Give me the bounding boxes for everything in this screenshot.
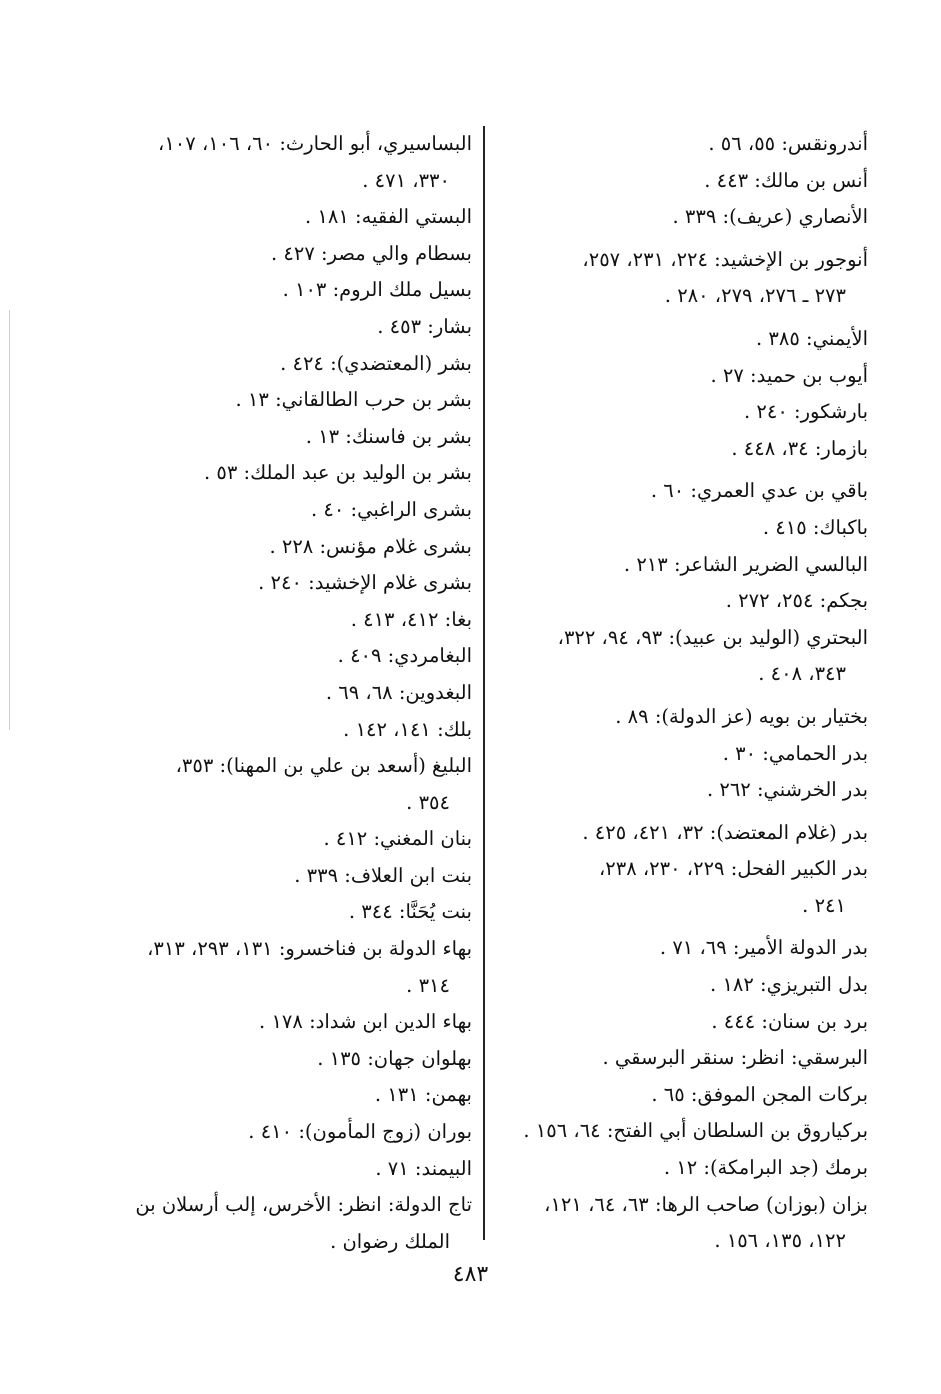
index-entry: بهاء الدولة بن فناخسرو: ١٣١، ٢٩٣، ٣١٣، — [147, 937, 472, 961]
index-entry: بشر بن الوليد بن عبد الملك: ٥٣ . — [203, 461, 472, 485]
index-entry: بركياروق بن السلطان أبي الفتح: ٦٤، ١٥٦ . — [523, 1119, 868, 1143]
index-entry: بجكم: ٢٥٤، ٢٧٢ . — [725, 589, 868, 613]
index-entry: البرسقي: انظر: سنقر البرسقي . — [602, 1046, 868, 1070]
index-entry: بارشكور: ٢٤٠ . — [744, 400, 868, 424]
index-entry: البساسيري، أبو الحارث: ٦٠، ١٠٦، ١٠٧، — [158, 132, 472, 155]
index-entry: أنس بن مالك: ٤٤٣ . — [704, 168, 868, 192]
index-entry-continuation: ٣٣٠، ٤٧١ . — [362, 168, 450, 192]
index-entry-continuation: ٢٤١ . — [802, 893, 846, 917]
index-entry: الأيمني: ٣٨٥ . — [756, 326, 868, 350]
index-entry: بهمن: ١٣١ . — [374, 1083, 472, 1107]
index-entry-continuation: ٣٥٤ . — [406, 790, 450, 814]
index-column-left — [112, 126, 472, 1260]
index-entry: برد بن سنان: ٤٤٤ . — [711, 1009, 868, 1033]
index-entry: بشرى الراغبي: ٤٠ . — [310, 497, 472, 521]
index-entry: بشرى غلام مؤنس: ٢٢٨ . — [269, 534, 472, 558]
index-entry: بدر الخرشني: ٢٦٢ . — [706, 778, 868, 802]
index-entry: البغامردي: ٤٠٩ . — [337, 644, 472, 668]
index-entry: بدر الدولة الأمير: ٦٩، ٧١ . — [659, 936, 868, 960]
index-entry: بزان (بوزان) صاحب الرها: ٦٣، ٦٤، ١٢١، — [544, 1192, 868, 1216]
index-entry: الأنصاري (عريف): ٣٣٩ . — [672, 205, 868, 229]
index-entry: بغا: ٤١٢، ٤١٣ . — [350, 607, 472, 631]
index-entry: بنت ابن العلاف: ٣٣٩ . — [294, 863, 472, 887]
index-entry-continuation: ٣٤٣، ٤٠٨ . — [758, 662, 846, 686]
index-entry: بوران (زوج المأمون): ٤١٠ . — [248, 1120, 472, 1144]
index-entry: بركات المجن الموفق: ٦٥ . — [651, 1082, 868, 1106]
page-number: ٤٨٣ — [452, 1262, 489, 1287]
index-entry-continuation: ٣١٤ . — [406, 973, 450, 997]
index-entry: بشر بن حرب الطالقاني: ١٣ . — [235, 388, 472, 412]
index-entry: بدل التبريزي: ١٨٢ . — [710, 973, 868, 997]
index-entry: بشر (المعتضدي): ٤٢٤ . — [280, 351, 472, 375]
index-entry: البليغ (أسعد بن علي بن المهنا): ٣٥٣، — [175, 754, 472, 778]
index-entry: بهلوان جهان: ١٣٥ . — [317, 1046, 472, 1070]
index-entry: بسطام والي مصر: ٤٢٧ . — [271, 241, 472, 265]
index-entry: بدر الحمامي: ٣٠ . — [722, 741, 868, 765]
index-entry: أنوجور بن الإخشيد: ٢٢٤، ٢٣١، ٢٥٧، — [582, 247, 868, 271]
index-entry: بدر (غلام المعتضد): ٣٢، ٤٢١، ٤٢٥ . — [582, 820, 868, 844]
index-entry: تاج الدولة: انظر: الأخرس، إلب أرسلان بن — [135, 1193, 472, 1217]
scan-margin-line — [9, 310, 10, 730]
index-entry: برمك (جد البرامكة): ١٢ . — [663, 1156, 868, 1180]
index-entry: بنان المغني: ٤١٢ . — [323, 827, 472, 851]
index-entry-continuation: ١٢٢، ١٣٥، ١٥٦ . — [714, 1229, 846, 1253]
index-entry: أيوب بن حميد: ٢٧ . — [710, 363, 868, 387]
index-entry: بلك: ١٤١، ١٤٢ . — [343, 717, 472, 741]
index-entry: البحتري (الوليد بن عبيد): ٩٣، ٩٤، ٣٢٢، — [557, 625, 868, 649]
column-divider — [483, 126, 485, 1240]
index-entry: بدر الكبير الفحل: ٢٢٩، ٢٣٠، ٢٣٨، — [598, 857, 868, 881]
index-entry: بشر بن فاسنك: ١٣ . — [305, 424, 472, 448]
index-entry-continuation: ٢٧٣ ـ ٢٧٦، ٢٧٩، ٢٨٠ . — [664, 284, 846, 308]
index-entry: البيمند: ٧١ . — [375, 1156, 472, 1180]
index-entry: باقي بن عدي العمري: ٦٠ . — [650, 479, 868, 503]
index-entry-continuation: الملك رضوان . — [330, 1229, 450, 1253]
index-entry: بهاء الدين ابن شداد: ١٧٨ . — [259, 1010, 472, 1034]
index-entry: بازمار: ٣٤، ٤٤٨ . — [731, 436, 868, 460]
index-entry: أندرونقس: ٥٥، ٥٦ . — [708, 132, 868, 155]
index-entry: بختيار بن بويه (عز الدولة): ٨٩ . — [615, 704, 868, 728]
index-entry: بسيل ملك الروم: ١٠٣ . — [282, 278, 472, 302]
index-entry: البغدوين: ٦٨، ٦٩ . — [325, 680, 472, 704]
index-entry: بشرى غلام الإخشيد: ٢٤٠ . — [258, 571, 472, 595]
index-entry: باكباك: ٤١٥ . — [762, 515, 868, 539]
index-entry: بشار: ٤٥٣ . — [377, 314, 472, 338]
index-entry: بنت يُحَنَّا: ٣٤٤ . — [348, 900, 472, 924]
index-entry: البالسي الضرير الشاعر: ٢١٣ . — [623, 552, 868, 576]
index-column-right — [496, 126, 868, 1260]
index-entry: البستي الفقيه: ١٨١ . — [305, 205, 472, 229]
